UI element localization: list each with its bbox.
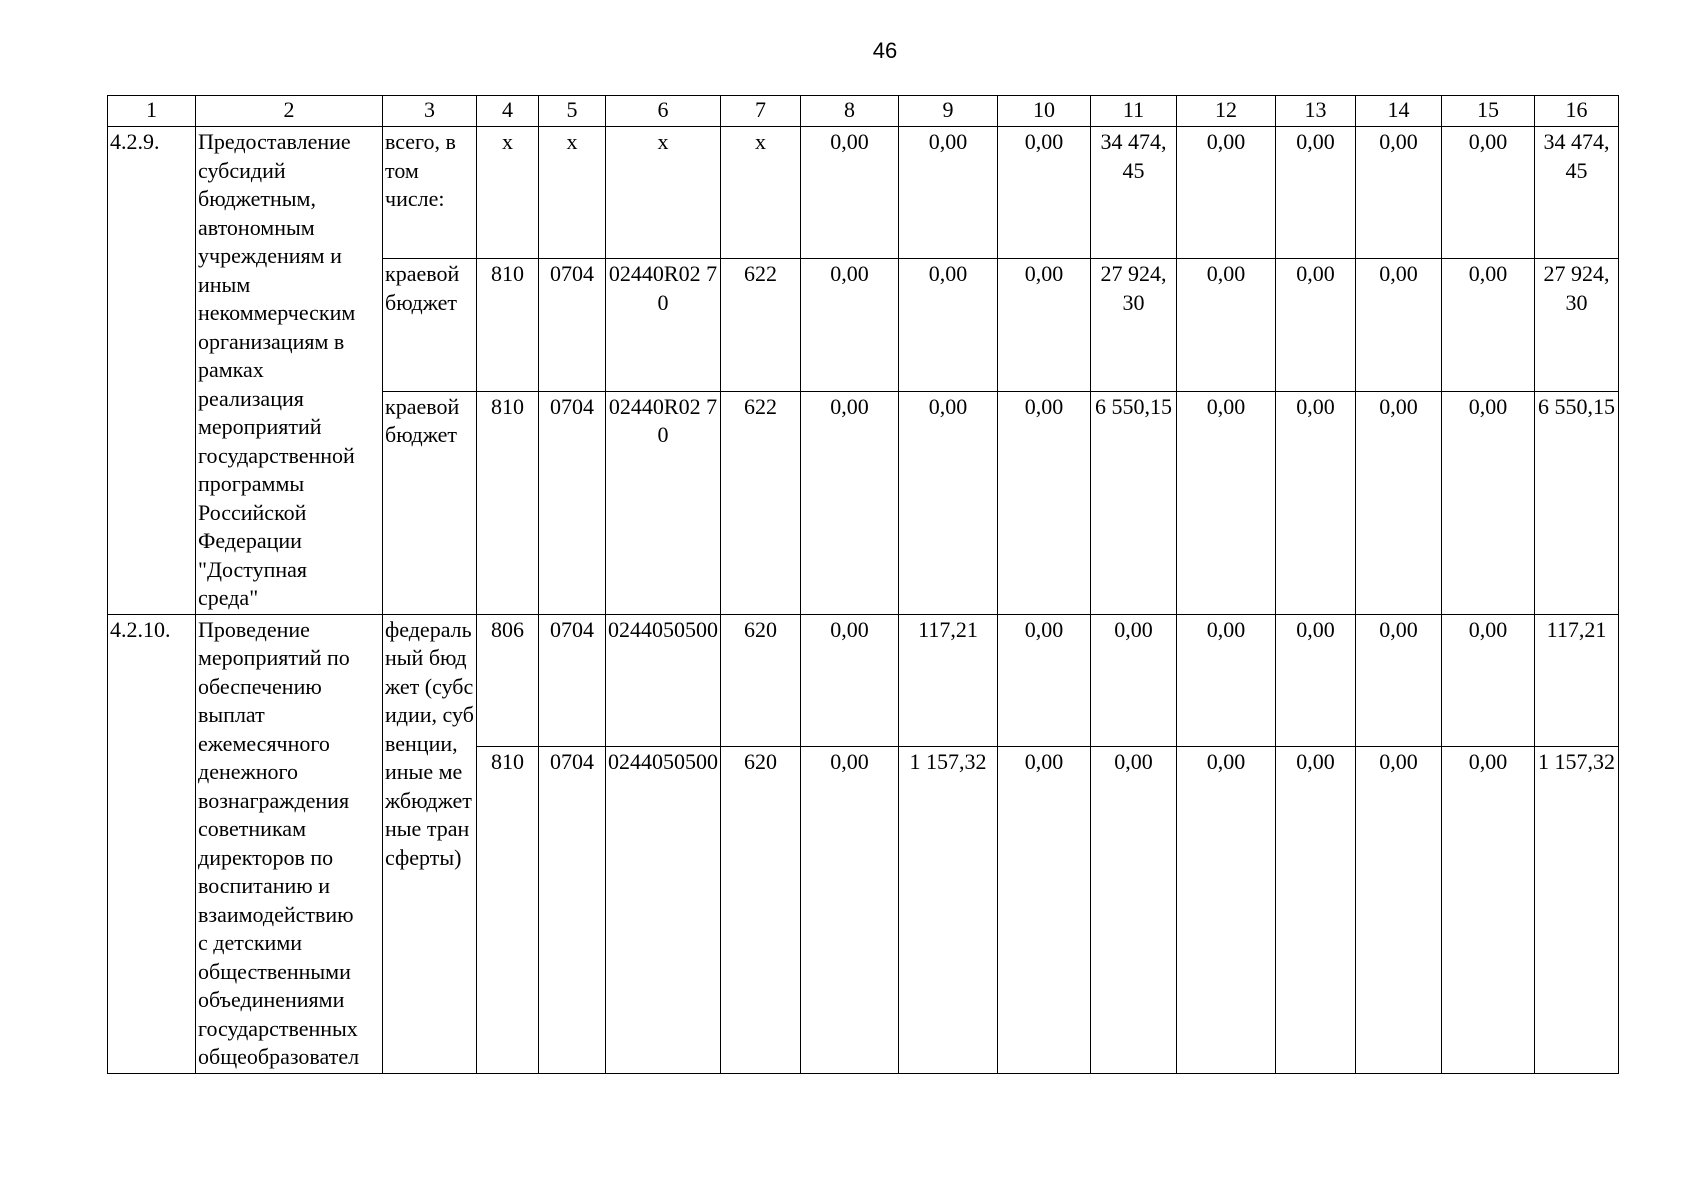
cell-col10: 0,00: [998, 614, 1091, 747]
cell-col16: 1 157,32: [1535, 747, 1619, 1073]
cell-col13: 0,00: [1276, 747, 1356, 1073]
description-line: государственной: [198, 442, 355, 468]
cell-col12: 0,00: [1177, 127, 1276, 259]
column-header: 6: [606, 96, 721, 127]
column-header: 8: [801, 96, 899, 127]
column-header: 12: [1177, 96, 1276, 127]
table-row: [108, 614, 1619, 747]
description-line: советникам: [198, 816, 306, 841]
description-line: "Доступная: [198, 556, 308, 582]
column-header: 11: [1091, 96, 1177, 127]
column-header: 16: [1535, 96, 1619, 127]
description-line: мероприятий по: [198, 645, 350, 670]
page-number: 46: [872, 38, 898, 63]
description-line: Федерации: [198, 528, 302, 553]
cell-col14: 0,00: [1356, 747, 1442, 1073]
description-line: государственных: [198, 1015, 358, 1041]
cell-col8: 0,00: [801, 127, 899, 259]
column-header: 4: [477, 96, 539, 127]
description-line: ежемесячного: [198, 730, 330, 756]
cell-col15: 0,00: [1442, 259, 1535, 391]
description-line: общественными: [198, 958, 351, 984]
cell-col4: 810: [477, 747, 539, 1073]
column-header: 14: [1356, 96, 1442, 127]
description-line: с детскими: [198, 930, 303, 955]
cell-col11: 27 924, 30: [1091, 259, 1177, 391]
description-line: Предоставление: [198, 129, 351, 154]
cell-col14: 0,00: [1356, 259, 1442, 391]
cell-col7: 620: [721, 747, 801, 1073]
description-line: директоров по: [198, 844, 334, 870]
cell-col10: 0,00: [998, 747, 1091, 1073]
column-header: 9: [899, 96, 998, 127]
cell-col8: 0,00: [801, 614, 899, 747]
cell-col5: 0704: [539, 614, 606, 747]
cell-col14: 0,00: [1356, 391, 1442, 614]
cell-col7: 622: [721, 259, 801, 391]
row-description: [196, 614, 383, 1073]
description-line: рамках: [198, 357, 264, 382]
cell-col14: 0,00: [1356, 614, 1442, 747]
cell-col12: 0,00: [1177, 614, 1276, 747]
description-line: некоммерческим: [198, 300, 356, 325]
cell-col6: 02440R02 70: [606, 259, 721, 391]
description-line: денежного: [198, 759, 298, 784]
cell-col12: 0,00: [1177, 259, 1276, 391]
cell-col5: 0704: [539, 747, 606, 1073]
description-line: субсидий: [198, 157, 286, 183]
cell-col16: 117,21: [1535, 614, 1619, 747]
cell-col9: 117,21: [899, 614, 998, 747]
cell-col12: 0,00: [1177, 747, 1276, 1073]
description-line: воспитанию и: [198, 873, 330, 898]
cell-col10: 0,00: [998, 391, 1091, 614]
row-description: [196, 127, 383, 615]
cell-col8: 0,00: [801, 391, 899, 614]
cell-col15: 0,00: [1442, 614, 1535, 747]
cell-col16: 6 550,15: [1535, 391, 1619, 614]
column-header: 15: [1442, 96, 1535, 127]
cell-col13: 0,00: [1276, 614, 1356, 747]
column-header: 2: [196, 96, 383, 127]
cell-col11: 0,00: [1091, 614, 1177, 747]
cell-col15: 0,00: [1442, 747, 1535, 1073]
description-line: вознаграждения: [198, 787, 350, 813]
description-line: иным: [198, 271, 251, 297]
cell-col10: 0,00: [998, 259, 1091, 391]
cell-col4: 810: [477, 259, 539, 391]
description-line: реализация: [198, 385, 304, 411]
cell-col11: 0,00: [1091, 747, 1177, 1073]
column-header-row: [108, 96, 1619, 127]
cell-col8: 0,00: [801, 259, 899, 391]
cell-col6: 0244050500: [606, 614, 721, 747]
cell-col4: 810: [477, 391, 539, 614]
description-line: бюджетным,: [198, 186, 316, 211]
description-line: мероприятий: [198, 414, 322, 439]
cell-col6: 02440R02 70: [606, 391, 721, 614]
description-line: взаимодействию: [198, 901, 354, 927]
cell-col5: х: [539, 127, 606, 259]
funding-source: краевой бюджет: [383, 259, 477, 391]
description-line: программы: [198, 471, 305, 496]
column-header: 7: [721, 96, 801, 127]
description-line: учреждениям и: [198, 243, 342, 268]
funding-source: краевой бюджет: [383, 391, 477, 614]
column-header: 10: [998, 96, 1091, 127]
cell-col6: х: [606, 127, 721, 259]
cell-col8: 0,00: [801, 747, 899, 1073]
table-row: [108, 127, 1619, 259]
cell-col10: 0,00: [998, 127, 1091, 259]
description-line: организациям в: [198, 328, 345, 354]
description-line: объединениями: [198, 987, 345, 1012]
cell-col13: 0,00: [1276, 127, 1356, 259]
cell-col4: х: [477, 127, 539, 259]
cell-col16: 27 924, 30: [1535, 259, 1619, 391]
cell-col4: 806: [477, 614, 539, 747]
description-line: выплат: [198, 702, 265, 727]
funding-source: всего, в том числе:: [383, 127, 477, 259]
cell-col9: 0,00: [899, 391, 998, 614]
cell-col9: 0,00: [899, 259, 998, 391]
cell-col9: 1 157,32: [899, 747, 998, 1073]
cell-col13: 0,00: [1276, 259, 1356, 391]
cell-col15: 0,00: [1442, 391, 1535, 614]
description-line: автономным: [198, 214, 315, 240]
column-header: 5: [539, 96, 606, 127]
description-line: общеобразовател: [198, 1044, 360, 1069]
description-line: обеспечению: [198, 673, 322, 699]
cell-col16: 34 474, 45: [1535, 127, 1619, 259]
column-header: 1: [108, 96, 196, 127]
row-id: 4.2.10.: [108, 614, 196, 1073]
cell-col5: 0704: [539, 259, 606, 391]
funding-source: федеральный бюджет (субсидии, субвенции, иные межбюджетные трансферты): [383, 614, 477, 1073]
cell-col7: х: [721, 127, 801, 259]
cell-col9: 0,00: [899, 127, 998, 259]
cell-col13: 0,00: [1276, 391, 1356, 614]
cell-col7: 622: [721, 391, 801, 614]
cell-col11: 34 474, 45: [1091, 127, 1177, 259]
cell-col15: 0,00: [1442, 127, 1535, 259]
cell-col11: 6 550,15: [1091, 391, 1177, 614]
cell-col5: 0704: [539, 391, 606, 614]
description-line: Российской: [198, 499, 307, 525]
row-id: 4.2.9.: [108, 127, 196, 615]
description-line: Проведение: [198, 616, 310, 642]
column-header: 13: [1276, 96, 1356, 127]
cell-col7: 620: [721, 614, 801, 747]
cell-col14: 0,00: [1356, 127, 1442, 259]
budget-table: [107, 95, 1619, 1074]
cell-col12: 0,00: [1177, 391, 1276, 614]
cell-col6: 0244050500: [606, 747, 721, 1073]
column-header: 3: [383, 96, 477, 127]
description-line: среда": [198, 585, 259, 610]
